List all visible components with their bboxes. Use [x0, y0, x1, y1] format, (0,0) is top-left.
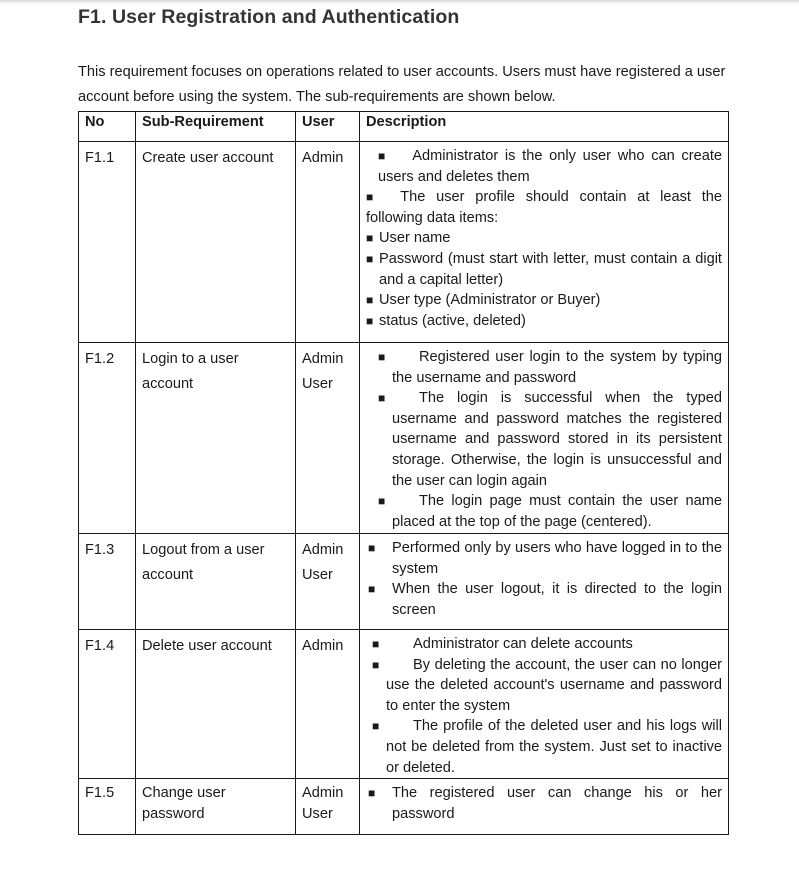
description-item: ■ Registered user login to the system by typing the username and password	[378, 349, 722, 386]
user-role: Admin	[302, 638, 344, 654]
row-user	[296, 630, 360, 779]
bullet-square-icon: ■	[366, 231, 374, 246]
row-user	[296, 534, 360, 630]
page-top-border	[0, 0, 799, 4]
row-sub-requirement: Create user account	[136, 142, 296, 343]
bullet-square-icon: ■	[366, 251, 374, 266]
header-description: Description	[360, 112, 729, 142]
bullet-square-icon: ■	[378, 149, 386, 163]
row-description	[360, 343, 729, 534]
description-item: ■ The login is successful when the typed username and password matches the registered username and password stored in its persistent storage. Otherwise, the login is unsuccessful and the user can login again	[378, 390, 722, 489]
bullet-square-icon: ■	[366, 313, 374, 328]
row-no: F1.5	[79, 779, 136, 835]
header-user: User	[296, 112, 360, 142]
description-subitem: ■ status (active, deleted)	[366, 311, 722, 332]
user-role: Admin	[302, 150, 344, 166]
table-row	[79, 779, 729, 835]
header-no: No	[79, 112, 136, 142]
bullet-square-icon: ■	[372, 719, 380, 734]
bullet-square-icon: ■	[372, 637, 380, 651]
description-item: ■ The profile of the deleted user and his logs will not be deleted from the system. Just set to inactive or deleted.	[372, 718, 722, 776]
description-subitem: ■ User type (Administrator or Buyer)	[366, 290, 722, 311]
section-intro: This requirement focuses on operations related to user accounts. Users must have registered a user account before using the system. The sub-requirements are shown below.	[78, 64, 726, 105]
header-sub-requirement: Sub-Requirement	[136, 112, 296, 142]
table-row	[79, 534, 729, 630]
requirements-table	[78, 111, 729, 835]
row-description	[360, 534, 729, 630]
row-description	[360, 630, 729, 779]
row-user	[296, 343, 360, 534]
row-sub-requirement: Logout from a user account	[136, 534, 296, 630]
bullet-square-icon: ■	[378, 494, 386, 509]
description-item: ■ By deleting the account, the user can no longer use the deleted account's username and password to enter the system	[372, 656, 722, 714]
row-no: F1.3	[79, 534, 136, 630]
user-role: Admin	[302, 351, 344, 367]
description-item: ■ The login page must contain the user name placed at the top of the page (centered).	[378, 493, 722, 530]
bullet-square-icon: ■	[366, 190, 374, 205]
bullet-square-icon: ■	[368, 582, 376, 597]
user-role: Admin	[302, 785, 344, 802]
description-item: ■ Administrator is the only user who can create users and deletes them	[378, 148, 722, 185]
bullet-square-icon: ■	[378, 391, 386, 406]
description-item: ■ Performed only by users who have logged in to the system	[368, 540, 722, 577]
section-title: F1. User Registration and Authentication	[78, 6, 460, 28]
description-item: ■ The user profile should contain at least the following data items:	[366, 189, 722, 226]
table-header-row	[79, 112, 729, 142]
row-sub-requirement: Delete user account	[136, 630, 296, 779]
bullet-square-icon: ■	[366, 293, 374, 308]
row-user	[296, 142, 360, 343]
row-no: F1.2	[79, 343, 136, 534]
bullet-square-icon: ■	[368, 786, 376, 801]
user-role: User	[302, 806, 333, 823]
bullet-square-icon: ■	[368, 541, 376, 555]
description-subitem: ■ User name	[366, 228, 722, 249]
table-row	[79, 630, 729, 779]
user-role: Admin	[302, 542, 344, 558]
description-item: ■ The registered user can change his or her password	[368, 785, 722, 822]
description-item: ■ Administrator can delete accounts	[372, 634, 722, 655]
row-user	[296, 779, 360, 835]
row-sub-requirement: Change user password	[136, 779, 296, 835]
description-item: ■ When the user logout, it is directed to the login screen	[368, 581, 722, 618]
table-row	[79, 343, 729, 534]
row-no: F1.1	[79, 142, 136, 343]
row-no: F1.4	[79, 630, 136, 779]
row-description	[360, 779, 729, 835]
row-sub-requirement: Login to a user account	[136, 343, 296, 534]
bullet-square-icon: ■	[378, 350, 386, 364]
table-row	[79, 142, 729, 343]
user-role: User	[302, 376, 333, 392]
user-role: User	[302, 567, 333, 583]
row-description	[360, 142, 729, 343]
description-subitem: ■ Password (must start with letter, must contain a digit and a capital letter)	[366, 250, 722, 288]
bullet-square-icon: ■	[372, 657, 380, 672]
